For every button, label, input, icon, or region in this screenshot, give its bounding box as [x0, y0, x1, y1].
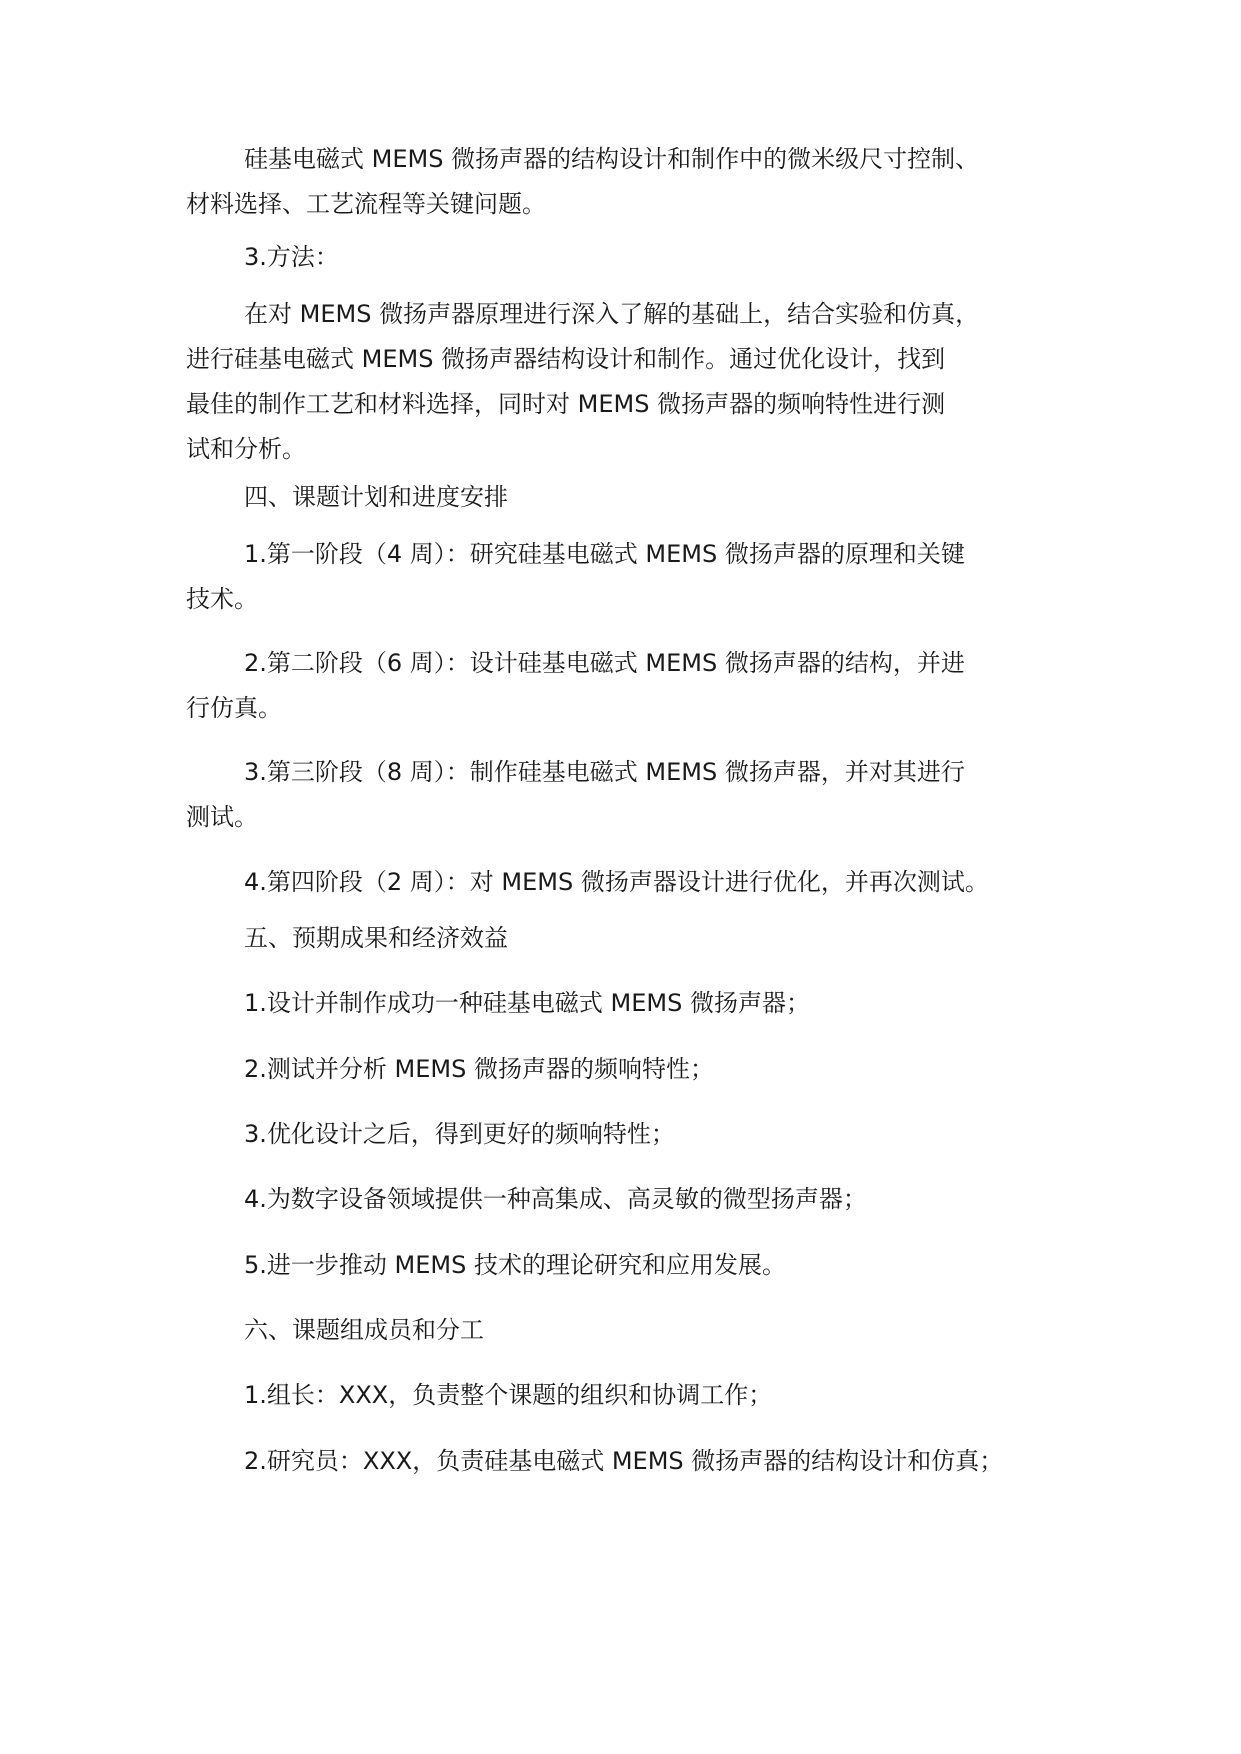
- schedule-item-4: [244, 860, 989, 905]
- text-line: 技术。: [186, 585, 258, 613]
- schedule-item-2: [0, 641, 965, 731]
- text-line: 3.方法：: [244, 243, 339, 271]
- text-line: 五、预期成果和经济效益: [244, 924, 508, 952]
- text-line: 四、课题计划和进度安排: [244, 483, 508, 511]
- text-line: 在对 MEMS 微扬声器原理进行深入了解的基础上，结合实验和仿真，: [244, 300, 980, 328]
- section-heading-members: [244, 1308, 484, 1353]
- text-line: 2.测试并分析 MEMS 微扬声器的频响特性；: [244, 1055, 714, 1083]
- text-line: 4.第四阶段（2 周）：对 MEMS 微扬声器设计进行优化，并再次测试。: [244, 868, 989, 896]
- text-line: 六、课题组成员和分工: [244, 1316, 484, 1344]
- section-heading-outcomes: [244, 916, 508, 961]
- paragraph-method-heading: [244, 235, 339, 280]
- text-line: 1.组长：XXX，负责整个课题的组织和协调工作；: [244, 1381, 773, 1409]
- text-line: 测试。: [186, 803, 258, 831]
- text-line: 行仿真。: [186, 694, 282, 722]
- schedule-item-3: [0, 750, 965, 840]
- text-line: 硅基电磁式 MEMS 微扬声器的结构设计和制作中的微米级尺寸控制、: [244, 145, 980, 173]
- paragraph-method-body: [0, 292, 979, 472]
- outcome-item-1: [244, 981, 810, 1026]
- outcome-item-3: [244, 1112, 675, 1157]
- text-line: 最佳的制作工艺和材料选择，同时对 MEMS 微扬声器的频响特性进行测: [186, 390, 946, 418]
- section-heading-schedule: [244, 475, 508, 520]
- paragraph-problem-statement: [0, 137, 979, 227]
- text-line: 2.第二阶段（6 周）：设计硅基电磁式 MEMS 微扬声器的结构，并进: [244, 649, 965, 677]
- text-line: 2.研究员：XXX，负责硅基电磁式 MEMS 微扬声器的结构设计和仿真；: [244, 1447, 1004, 1475]
- outcome-item-5: [244, 1243, 786, 1288]
- text-line: 1.设计并制作成功一种硅基电磁式 MEMS 微扬声器；: [244, 989, 810, 1017]
- text-line: 材料选择、工艺流程等关键问题。: [186, 190, 546, 218]
- text-line: 3.优化设计之后，得到更好的频响特性；: [244, 1120, 675, 1148]
- text-line: 进行硅基电磁式 MEMS 微扬声器结构设计和制作。通过优化设计，找到: [186, 345, 946, 373]
- schedule-item-1: [0, 532, 965, 622]
- member-item-2: [244, 1439, 1003, 1484]
- text-line: 试和分析。: [186, 435, 306, 463]
- text-line: 5.进一步推动 MEMS 技术的理论研究和应用发展。: [244, 1251, 786, 1279]
- text-line: 4.为数字设备领域提供一种高集成、高灵敏的微型扬声器；: [244, 1185, 867, 1213]
- outcome-item-2: [244, 1047, 714, 1092]
- outcome-item-4: [244, 1177, 867, 1222]
- text-line: 1.第一阶段（4 周）：研究硅基电磁式 MEMS 微扬声器的原理和关键: [244, 540, 965, 568]
- member-item-1: [244, 1373, 772, 1418]
- text-line: 3.第三阶段（8 周）：制作硅基电磁式 MEMS 微扬声器，并对其进行: [244, 758, 965, 786]
